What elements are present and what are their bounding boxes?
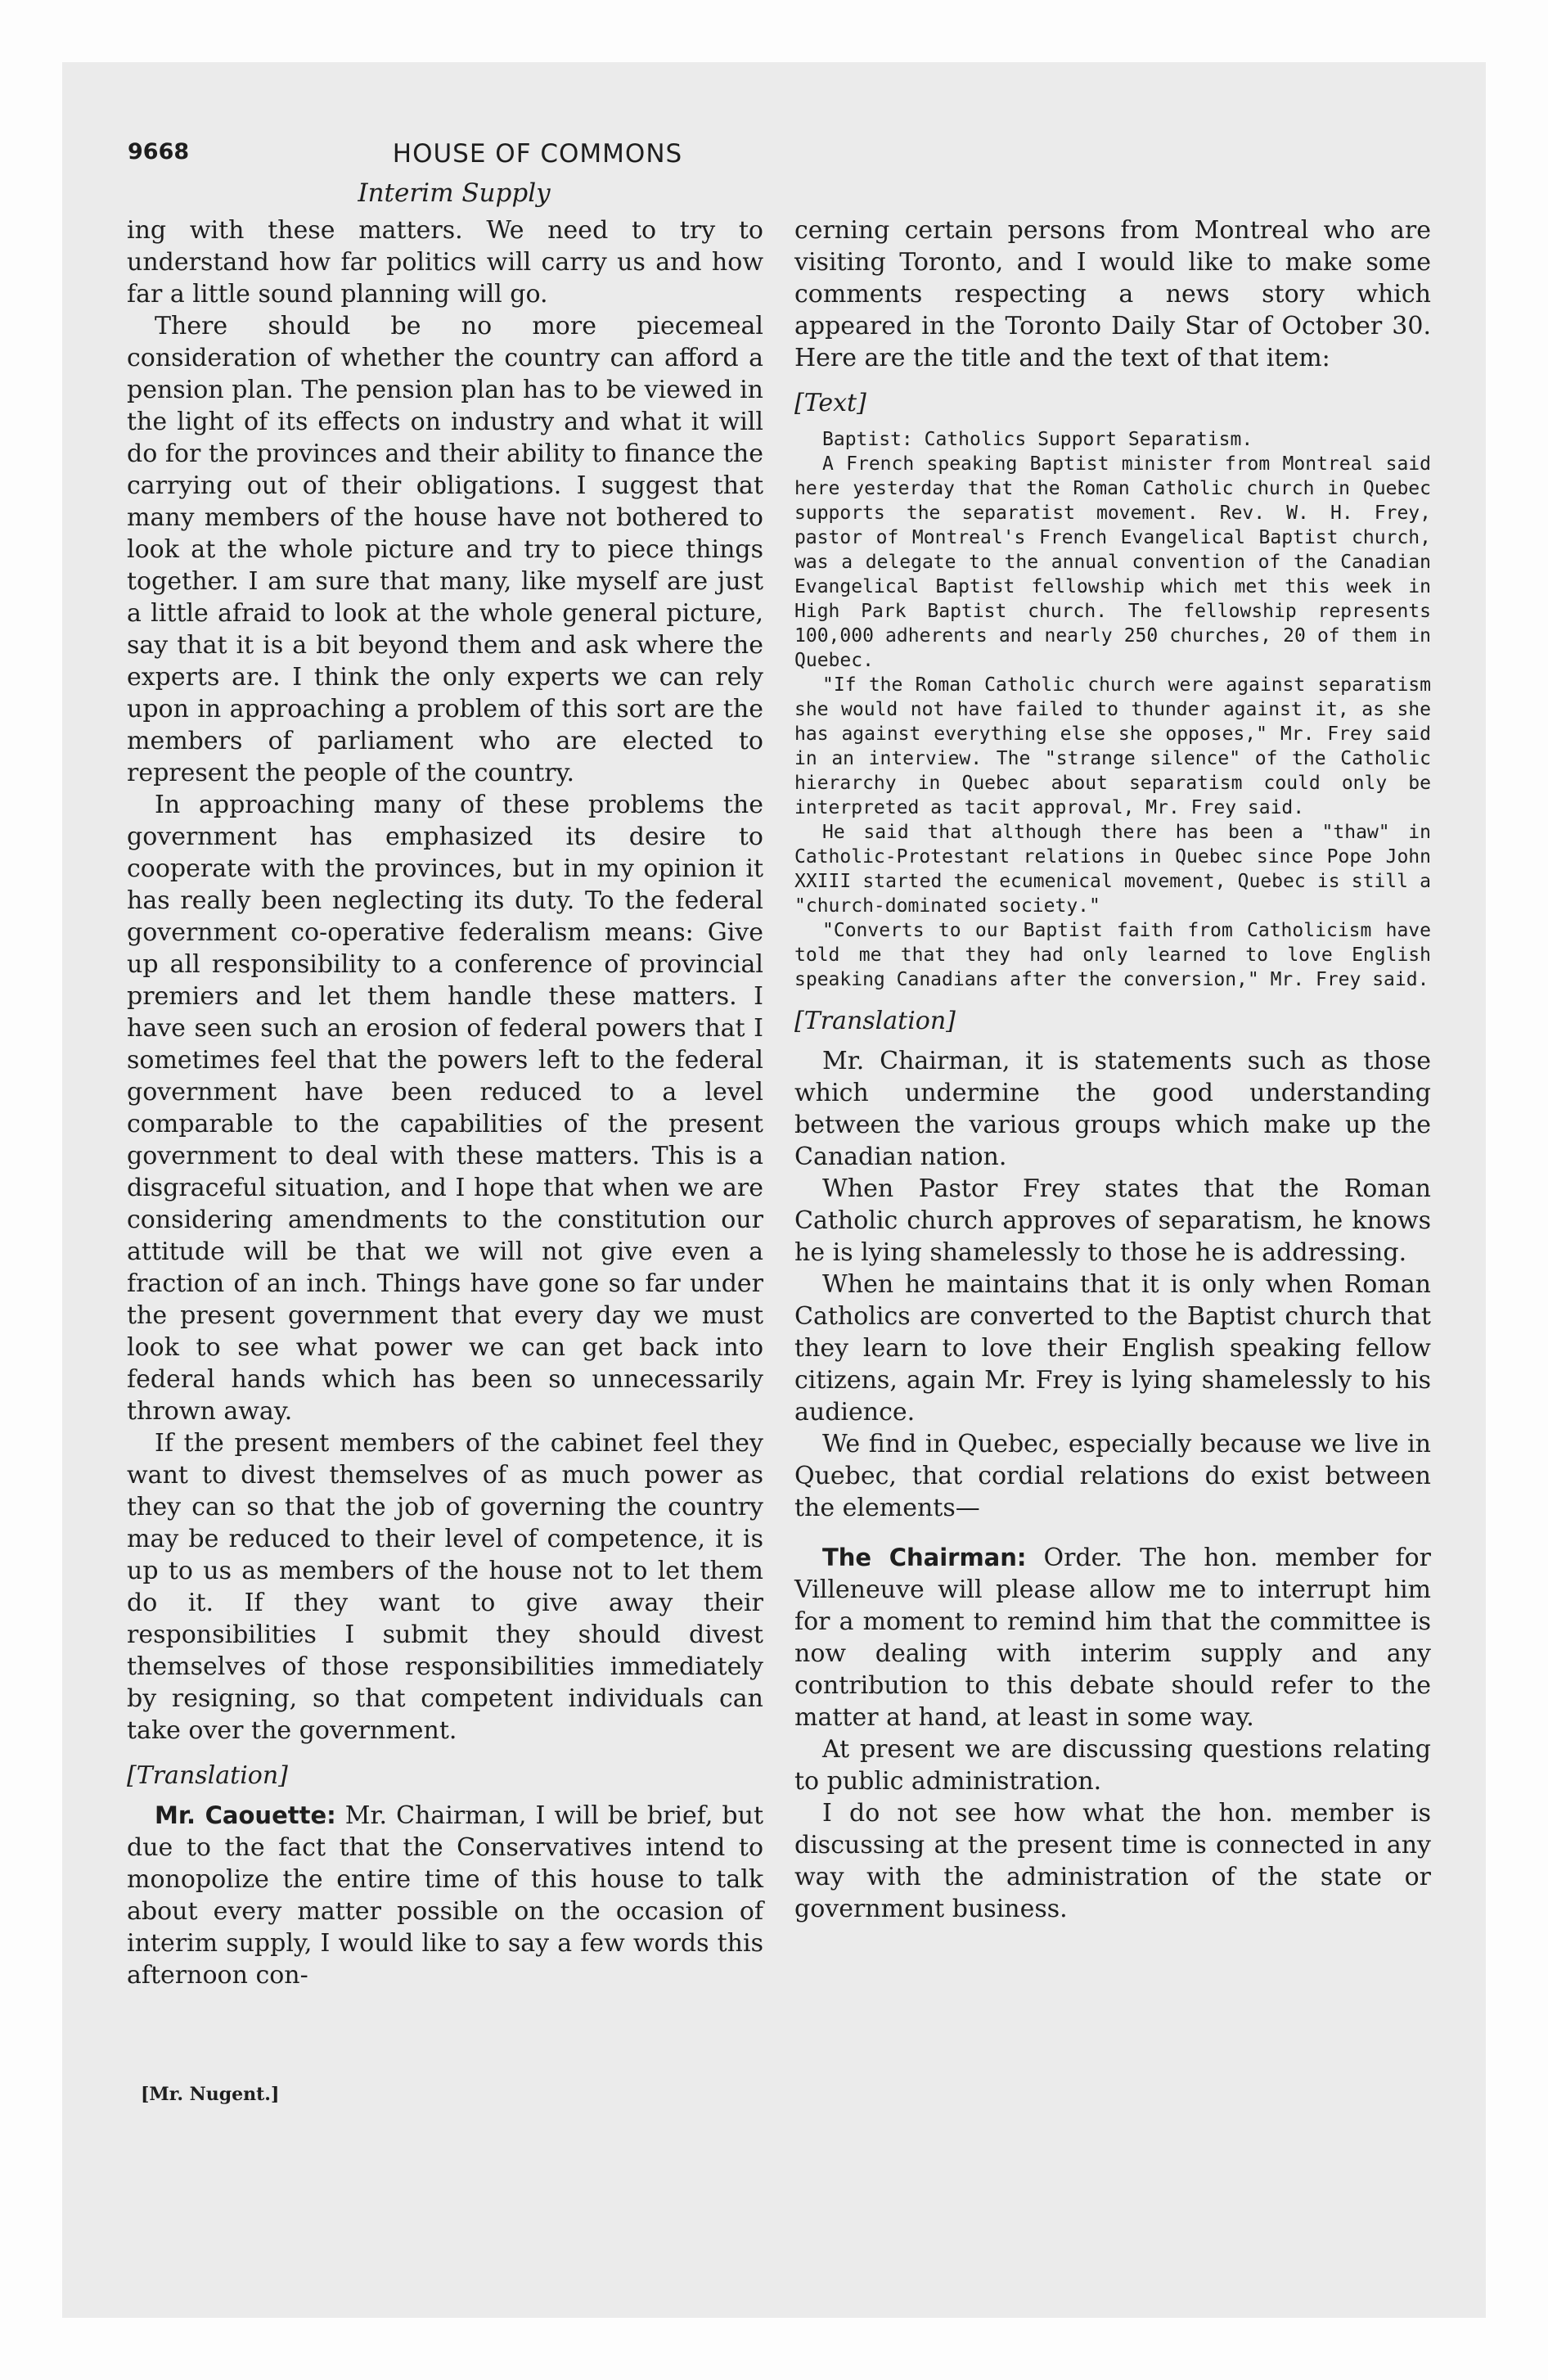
left-paragraph-3: In approaching many of these problems the government has emphasized its desire to cooperate with the provinces, but in my opinion it has really been neglecting its duty. To the federal government co-operative federalism means: Give up all responsibility to a conference of provincial premiers and let them handle these matters. I have seen such an erosion of federal powers that I sometimes feel that the powers left to the federal government have been reduced to a level comparable to the capabilities of the present government to deal with these matters. This is a disgraceful situation, and I hope that when we are considering amendments to the constitution our attitude will be that we will not give even a fraction of an inch. Things have gone so far under the present government that every day we must look to see what power we can get back into federal hands which has been so unnecessarily thrown away.: [127, 791, 763, 1426]
left-paragraph-2: There should be no more piecemeal consideration of whether the country can afford a pension plan. The pension plan has to be viewed in the light of its effects on industry and what it will do for the provinces and their ability to finance the carrying out of their obligations. I suggest that many members of the house have not bothered to look at the whole picture and try to piece things together. I am sure that many, like myself are just a little afraid to look at the whole general picture, say that it is a bit beyond them and ask where the experts are. I think the only experts we can rely upon in approaching a problem of this sort are the members of parliament who are elected to represent the people of the country.: [127, 312, 763, 787]
page-header: [128, 139, 947, 172]
left-paragraph-1: ing with these matters. We need to try to understand how far politics will carry us and how far a little sound planning will go.: [127, 216, 763, 309]
quote-paragraph-4: "Converts to our Baptist faith from Catholicism have told me that they had only learned to love English speaking Canadians after the conversion," Mr. Frey said.: [794, 920, 1431, 990]
right-paragraph-6: Order. The hon. member for Villeneuve will please allow me to interrupt him for a moment to remind him that the committee is now dealing with interim supply and any contribution to this debate should refer to the matter at hand, at least in some way.: [794, 1544, 1431, 1732]
quote-paragraph-1: A French speaking Baptist minister from Montreal said here yesterday that the Roman Catholic church in Quebec supports the separatist movement. Rev. W. H. Frey, pastor of Montreal's French Evangelical Baptist church, was a delegate to the annual convention of the Canadian Evangelical Baptist fellowship which met this week in High Park Baptist church. The fellowship represents 100,000 adherents and nearly 250 churches, 20 of them in Quebec.: [794, 453, 1431, 671]
right-text-label: [Text]: [794, 389, 866, 417]
left-speech: [127, 1800, 763, 1991]
right-paragraph-4: When he maintains that it is only when Roman Catholics are converted to the Baptist church that they learn to love their English speaking fellow citizens, again Mr. Frey is lying shamelessly to his audience.: [794, 1270, 1431, 1427]
speaker-name: The Chairman:: [822, 1544, 1027, 1571]
left-paragraph-5: Mr. Chairman, I will be brief, but due to the fact that the Conservatives intend to monopolize the entire time of this house to talk about every matter possible on the occasion of interim supply, I would like to say a few words this afternoon con-: [127, 1801, 763, 1990]
right-paragraph-8: I do not see how what the hon. member is discussing at the present time is connected in any way with the administration of the state or government business.: [794, 1799, 1431, 1923]
quote-paragraph-2: "If the Roman Catholic church were against separatism she would not have failed to thunder against it, as she has against everything else she opposes," Mr. Frey said in an interview. The "strange silence" of the Catholic hierarchy in Quebec about separatism could only be interpreted as tacit approval, Mr. Frey said.: [794, 674, 1431, 818]
right-paragraph-3: When Pastor Frey states that the Roman Catholic church approves of separatism, he knows he is lying shamelessly to those he is addressing.: [794, 1174, 1431, 1267]
left-column: [127, 214, 763, 1991]
right-column: [794, 214, 1431, 1925]
right-paragraph-2: Mr. Chairman, it is statements such as those which undermine the good understanding between the various groups which make up the Canadian nation.: [794, 1047, 1431, 1171]
right-translation-label: [Translation]: [794, 1007, 956, 1035]
quote-paragraph-3: He said that although there has been a "thaw" in Catholic-Protestant relations in Quebec since Pope John XXIII started the ecumenical movement, Quebec is still a "church-dominated society.": [794, 822, 1431, 917]
news-quote: [794, 427, 1431, 992]
right-paragraph-7: At present we are discussing questions relating to public administration.: [794, 1735, 1431, 1796]
speaker-name: Mr. Caouette:: [155, 1801, 336, 1829]
page-title: HOUSE OF COMMONS: [392, 139, 683, 169]
footer-note: [Mr. Nugent.]: [141, 2084, 280, 2105]
page-subtitle: Interim Supply: [358, 178, 551, 208]
right-paragraph-5: We find in Quebec, especially because we live in Quebec, that cordial relations do exist between the elements—: [794, 1430, 1431, 1522]
left-paragraph-4: If the present members of the cabinet feel they want to divest themselves of as much power as they can so that the job of governing the country may be reduced to their level of competence, it is up to us as members of the house not to let them do it. If they want to give away their responsibilities I submit they should divest themselves of those responsibilities immediately by resigning, so that competent individuals can take over the government.: [127, 1429, 763, 1745]
right-paragraph-1: cerning certain persons from Montreal who are visiting Toronto, and I would like to make some comments respecting a news story which appeared in the Toronto Daily Star of October 30. Here are the title and the text of that item:: [794, 216, 1431, 372]
left-translation-label: [Translation]: [127, 1761, 288, 1790]
right-speech: [794, 1542, 1431, 1733]
quote-title: Baptist: Catholics Support Separatism.: [822, 429, 1253, 450]
page-number: 9668: [128, 139, 190, 165]
